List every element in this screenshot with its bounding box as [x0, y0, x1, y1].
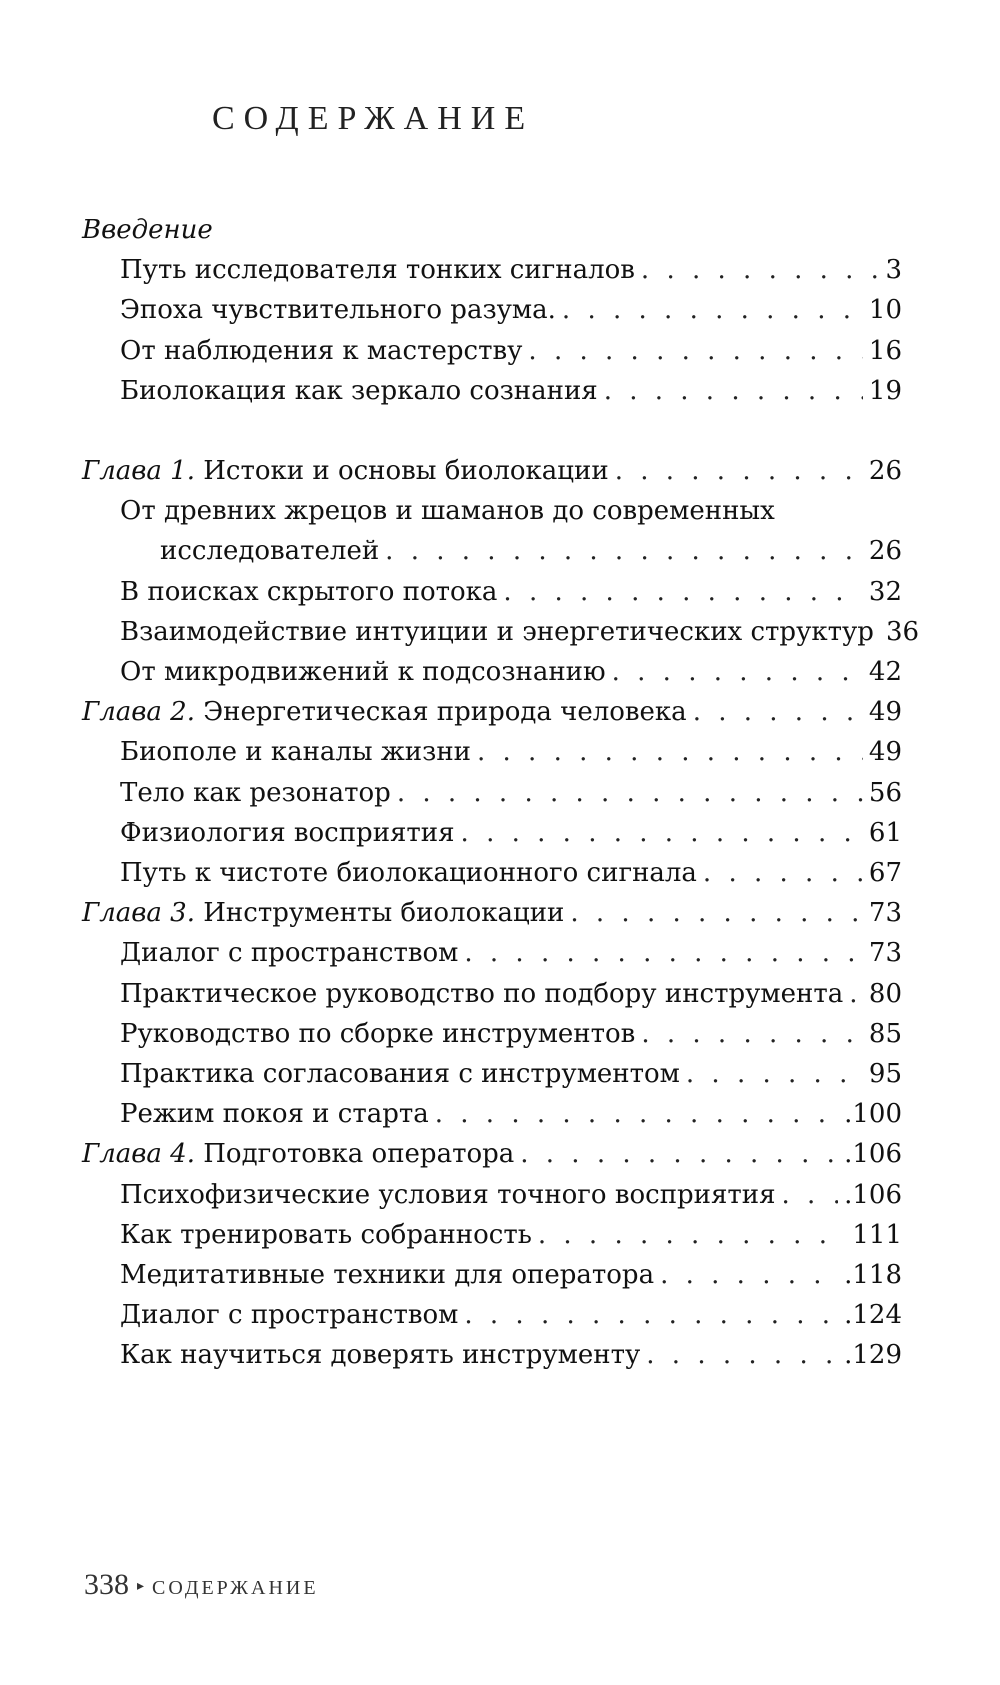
toc-page-number: .129 — [844, 1340, 902, 1371]
toc-page-number: 19 — [868, 375, 902, 406]
dot-leader — [641, 250, 880, 290]
toc-title: Путь исследователя тонких сигналов — [120, 255, 635, 286]
running-title: СОДЕРЖАНИЕ — [152, 1577, 319, 1599]
toc-entry-row — [120, 853, 902, 893]
toc-entry-row — [120, 1014, 902, 1054]
toc-page-number: 95 — [868, 1059, 902, 1089]
toc-title: Подготовка оператора — [194, 1139, 515, 1170]
toc-label — [120, 250, 635, 290]
toc-entry-row — [120, 1175, 902, 1215]
toc-page-number: 49 — [868, 737, 902, 768]
toc-page-number: .106 — [844, 1179, 902, 1210]
toc-title: Диалог с пространством — [120, 938, 459, 969]
toc-entry-row — [120, 1295, 902, 1335]
toc-page-number: 111 — [852, 1219, 902, 1250]
toc-title: Биополе и каналы жизни — [120, 737, 471, 768]
chapter-prefix: Глава 3. — [82, 898, 195, 929]
toc-label — [82, 1134, 514, 1174]
toc-entry-row — [120, 491, 902, 531]
toc-label — [120, 652, 606, 692]
toc-page-number: 42 — [868, 657, 902, 687]
toc-title: Введение — [82, 215, 213, 245]
toc-label — [120, 491, 775, 531]
toc-entry-row — [120, 612, 920, 652]
toc-label — [160, 531, 379, 571]
chapter-prefix: Глава 2. — [82, 697, 195, 728]
dot-leader — [464, 933, 863, 973]
dot-leader — [538, 1215, 846, 1255]
toc-title: От древних жрецов и шаманов до современных — [120, 496, 775, 527]
toc-title: Эпоха чувствительного разума. — [120, 295, 556, 326]
toc-label — [120, 1094, 429, 1134]
toc-chapter-row — [82, 692, 902, 732]
toc-label — [120, 853, 697, 893]
toc-page-number: 3 — [885, 255, 902, 286]
toc-label — [120, 371, 598, 411]
arrow-icon: ▸ — [137, 1579, 145, 1594]
toc-page-number: 32 — [868, 576, 902, 607]
dot-leader — [641, 1014, 863, 1054]
toc-label — [120, 572, 497, 612]
dot-leader — [849, 974, 863, 1014]
dot-leader — [686, 1054, 863, 1094]
toc-page-number: 85 — [868, 1018, 902, 1049]
toc-entry-row — [120, 1215, 902, 1255]
toc-title: Физиология восприятия — [120, 817, 455, 848]
dot-leader — [503, 572, 862, 612]
toc-entry-row — [160, 531, 902, 571]
toc-page-number: 73 — [868, 898, 902, 929]
toc-page-number: 61 — [868, 817, 902, 848]
toc-title: Как тренировать собранность — [120, 1219, 532, 1250]
toc-label — [82, 692, 687, 732]
toc-entry-row — [120, 773, 902, 813]
toc-title: В поисках скрытого потока — [120, 576, 498, 607]
toc-title: Медитативные техники для оператора — [120, 1260, 655, 1290]
toc-label — [120, 612, 874, 652]
toc-label — [120, 933, 458, 973]
toc-page-number: .118 — [844, 1260, 902, 1290]
dot-leader — [646, 1335, 838, 1375]
toc-title: Диалог с пространством — [120, 1300, 459, 1331]
dot-leader — [562, 290, 863, 330]
dot-leader — [693, 692, 863, 732]
toc-title: Энергетическая природа человека — [194, 697, 687, 728]
toc-entry-row — [120, 1335, 902, 1375]
toc-label — [120, 1014, 635, 1054]
toc-title: Как научиться доверять инструменту — [120, 1340, 641, 1371]
toc-label — [120, 813, 455, 853]
toc-label — [120, 331, 522, 371]
toc-label — [120, 1295, 458, 1335]
toc-page-number: 16 — [868, 335, 902, 366]
toc-title: Руководство по сборке инструментов — [120, 1018, 636, 1049]
toc-page-number: 10 — [868, 295, 902, 326]
toc-title: Биолокация как зеркало сознания — [120, 375, 598, 406]
toc-chapter-row — [82, 893, 902, 933]
toc-title: Тело как резонатор — [120, 777, 391, 808]
dot-leader — [615, 451, 863, 491]
toc-page-number: .100 — [844, 1099, 902, 1130]
toc-entry-row — [120, 652, 902, 692]
page-number: 338 — [84, 1568, 129, 1601]
toc-title: Режим покоя и старта — [120, 1099, 429, 1130]
toc-label — [120, 732, 471, 772]
toc-title: От наблюдения к мастерству — [120, 335, 523, 366]
dot-leader — [435, 1094, 838, 1134]
toc-page-number: 49 — [868, 697, 902, 728]
toc-entry-row — [120, 732, 902, 772]
toc-title: От микродвижений к подсознанию — [120, 657, 606, 687]
toc-page-number: .124 — [844, 1300, 902, 1331]
toc-label — [120, 1175, 776, 1215]
toc-label — [120, 1335, 640, 1375]
toc-label — [120, 1255, 654, 1295]
toc-label — [120, 773, 391, 813]
dot-leader — [528, 331, 862, 371]
toc-entry-row — [120, 1255, 902, 1295]
toc-title: Путь к чистоте биолокационного сигнала — [120, 858, 697, 888]
dot-leader — [397, 773, 863, 813]
dot-leader — [703, 853, 863, 893]
toc-page-number: 26 — [868, 536, 902, 567]
toc-label — [120, 290, 556, 330]
toc-chapter-row — [82, 451, 902, 491]
toc-entry-row — [120, 290, 902, 330]
dot-leader — [461, 813, 863, 853]
dot-leader — [604, 371, 863, 411]
toc-label — [120, 974, 843, 1014]
toc-entry-row — [120, 250, 902, 290]
page-title: СОДЕРЖАНИЕ — [212, 100, 535, 137]
toc-label — [120, 1054, 680, 1094]
toc-title: Практика согласования с инструментом — [120, 1059, 680, 1089]
dot-leader — [660, 1255, 838, 1295]
toc-title: Истоки и основы биолокации — [194, 456, 609, 486]
toc-page-number: 36 — [885, 616, 920, 647]
toc-entry-row — [120, 974, 902, 1014]
toc-entry-row — [120, 933, 902, 973]
dot-leader — [477, 732, 863, 772]
toc-entry-row — [120, 1094, 902, 1134]
dot-leader — [385, 531, 863, 571]
dot-leader — [520, 1134, 838, 1174]
toc-label — [82, 893, 564, 933]
toc-chapter-row — [82, 210, 902, 250]
toc-title: исследователей — [160, 536, 380, 567]
toc-entry-row — [120, 572, 902, 612]
toc-page-number: 56 — [868, 777, 902, 808]
toc-chapter-row — [82, 1134, 902, 1174]
toc-title: Взаимодействие интуиции и энергетических структур — [120, 616, 874, 647]
toc-page-number: 73 — [868, 938, 902, 969]
toc-page-number: 80 — [868, 978, 902, 1009]
toc-title: Инструменты биолокации — [194, 898, 565, 929]
toc-label — [82, 210, 213, 250]
chapter-prefix: Глава 1. — [82, 456, 195, 486]
toc-label — [82, 451, 609, 491]
toc-title: Психофизические условия точного восприятия — [120, 1179, 776, 1210]
toc-page-number: .106 — [844, 1139, 902, 1170]
toc-page-number: 26 — [868, 456, 902, 486]
dot-leader — [782, 1175, 839, 1215]
toc-entry-row — [120, 1054, 902, 1094]
dot-leader — [464, 1295, 838, 1335]
toc-page-number: 67 — [868, 858, 902, 888]
page-footer — [84, 1568, 319, 1602]
toc-entry-row — [120, 371, 902, 411]
toc-title: Практическое руководство по подбору инструмента — [120, 978, 844, 1009]
toc-label — [120, 1215, 532, 1255]
chapter-prefix: Глава 4. — [82, 1139, 195, 1170]
dot-leader — [570, 893, 863, 933]
toc-entry-row — [120, 331, 902, 371]
toc-entry-row — [120, 813, 902, 853]
dot-leader — [612, 652, 863, 692]
